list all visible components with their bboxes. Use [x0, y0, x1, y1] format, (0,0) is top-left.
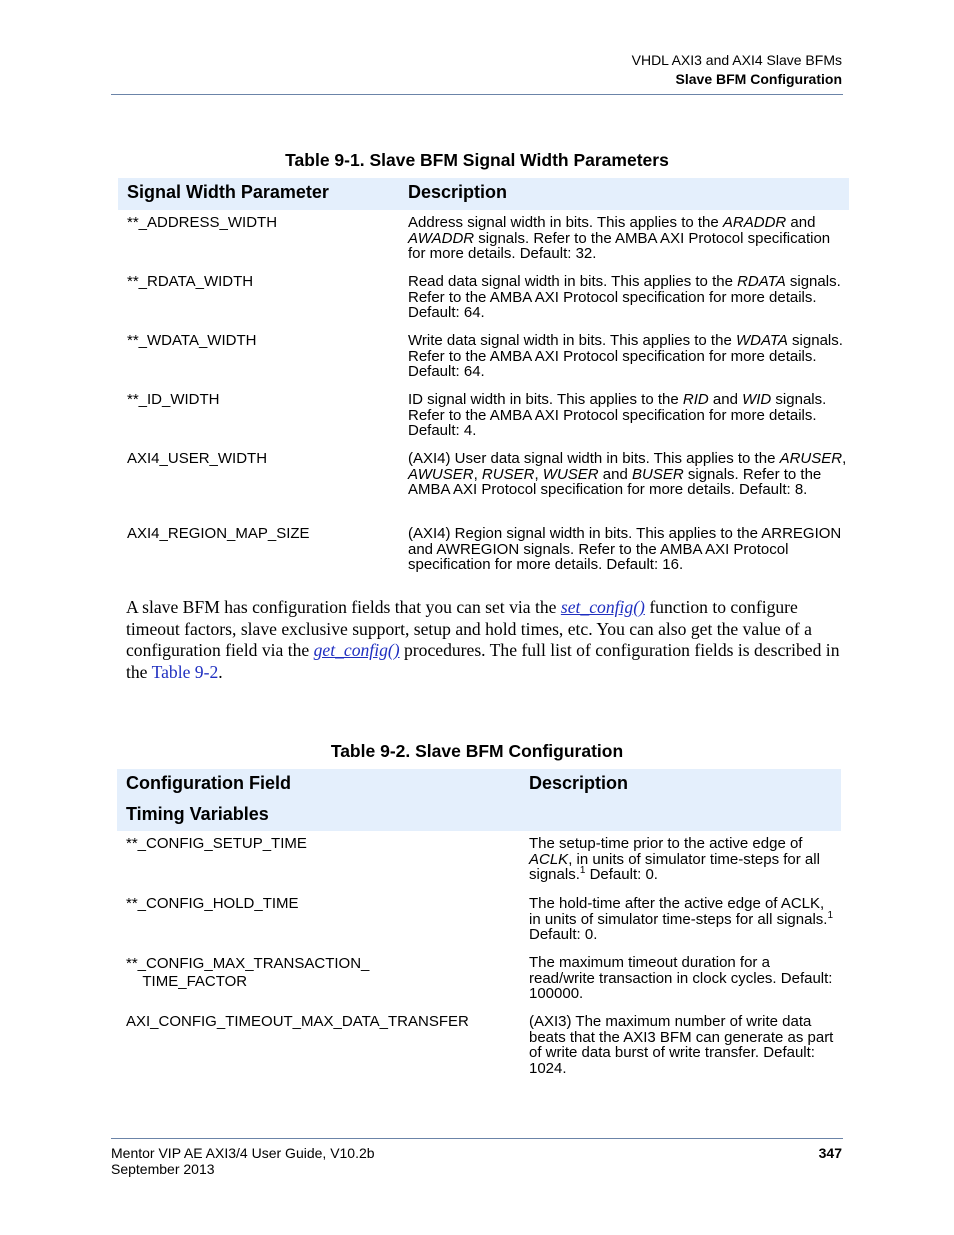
- table1: [118, 178, 849, 578]
- param-name: **_ID_WIDTH: [127, 391, 220, 408]
- footer-rule: [111, 1138, 843, 1139]
- table1-col-description: Description: [408, 182, 508, 202]
- param-description: Address signal width in bits. This applies to the ARADDR and AWADDR signals. Refer to the AMBA AXI Protocol specification for more details. Default: 32.: [408, 214, 831, 262]
- page-footer: [0, 1130, 954, 1190]
- table2-col-description: Description: [529, 773, 629, 793]
- table2: [117, 769, 841, 1089]
- table2-header: [117, 769, 841, 831]
- param-description: (AXI4) Region signal width in bits. This applies to the ARREGION and AWREGION signals. Refer to the AMBA AXI Protocol specification for more details. Default: 16.: [408, 525, 842, 573]
- page-header: [0, 0, 954, 100]
- config-field-name: AXI_CONFIG_TIMEOUT_MAX_DATA_TRANSFER: [126, 1013, 469, 1030]
- config-field-description: The maximum timeout duration for a read/write transaction in clock cycles. Default: 100000.: [529, 954, 833, 1002]
- config-field-description: The hold-time after the active edge of ACLK, in units of simulator time-steps for all signals.$^1$ Default: 0.: [529, 895, 834, 943]
- table1-col-param: Signal Width Parameter: [127, 182, 329, 202]
- param-description: Write data signal width in bits. This applies to the WDATA signals. Refer to the AMBA AXI Protocol specification for more details. Default: 64.: [408, 332, 843, 380]
- page-number: 347: [818, 1145, 842, 1161]
- param-description: (AXI4) User data signal width in bits. This applies to the ARUSER, AWUSER, RUSER, WUSER and BUSER signals. Refer to the AMBA AXI Protocol specification for more details. Default: 8.: [408, 450, 847, 498]
- param-name: AXI4_USER_WIDTH: [127, 450, 268, 467]
- footer-date: September 2013: [111, 1161, 215, 1177]
- footer-guide-title: Mentor VIP AE AXI3/4 User Guide, V10.2b: [111, 1145, 375, 1161]
- table1-caption: Table 9-1. Slave BFM Signal Width Parameters: [285, 150, 669, 170]
- config-field-name: **_CONFIG_HOLD_TIME: [126, 895, 299, 912]
- param-description: ID signal width in bits. This applies to the RID and WID signals. Refer to the AMBA AXI Protocol specification for more details. Default: 4.: [408, 391, 827, 439]
- body-paragraph: A slave BFM has configuration fields that you can set via the set_config() function to configure timeout factors, slave exclusive support, setup and hold times, etc. You can also get the value of a configuration field via the get_config() procedures. The full list of configuration fields is described in the Table 9-2.: [126, 597, 840, 682]
- table2-col-field: Configuration Field: [126, 773, 291, 793]
- config-field-name: **_CONFIG_MAX_TRANSACTION_ TIME_FACTOR: [126, 955, 370, 990]
- header-rule: [111, 94, 843, 95]
- config-field-name: **_CONFIG_SETUP_TIME: [126, 835, 307, 852]
- param-name: **_RDATA_WIDTH: [127, 273, 254, 290]
- table1-header: [118, 178, 849, 210]
- header-chapter: VHDL AXI3 and AXI4 Slave BFMs: [631, 52, 842, 68]
- get-config-link[interactable]: get_config(): [313, 640, 400, 660]
- set-config-link[interactable]: set_config(): [560, 597, 645, 617]
- param-name: **_WDATA_WIDTH: [127, 332, 257, 349]
- header-section: Slave BFM Configuration: [675, 71, 842, 87]
- param-name: AXI4_REGION_MAP_SIZE: [127, 525, 310, 542]
- param-name: **_ADDRESS_WIDTH: [127, 214, 278, 231]
- config-field-description: The setup-time prior to the active edge of ACLK, in units of simulator time-steps for all signals.$^1$ Default: 0.: [529, 835, 820, 883]
- table-9-2-link[interactable]: Table 9-2: [151, 661, 219, 682]
- param-description: Read data signal width in bits. This applies to the RDATA signals. Refer to the AMBA AXI Protocol specification for more details. Default: 64.: [408, 273, 841, 321]
- config-field-description: (AXI3) The maximum number of write data beats that the AXI3 BFM can generate as part of write data burst of write transfer. Default: 1024.: [529, 1013, 834, 1077]
- table2-group-heading: Timing Variables: [126, 804, 269, 824]
- table2-caption: Table 9-2. Slave BFM Configuration: [330, 741, 624, 761]
